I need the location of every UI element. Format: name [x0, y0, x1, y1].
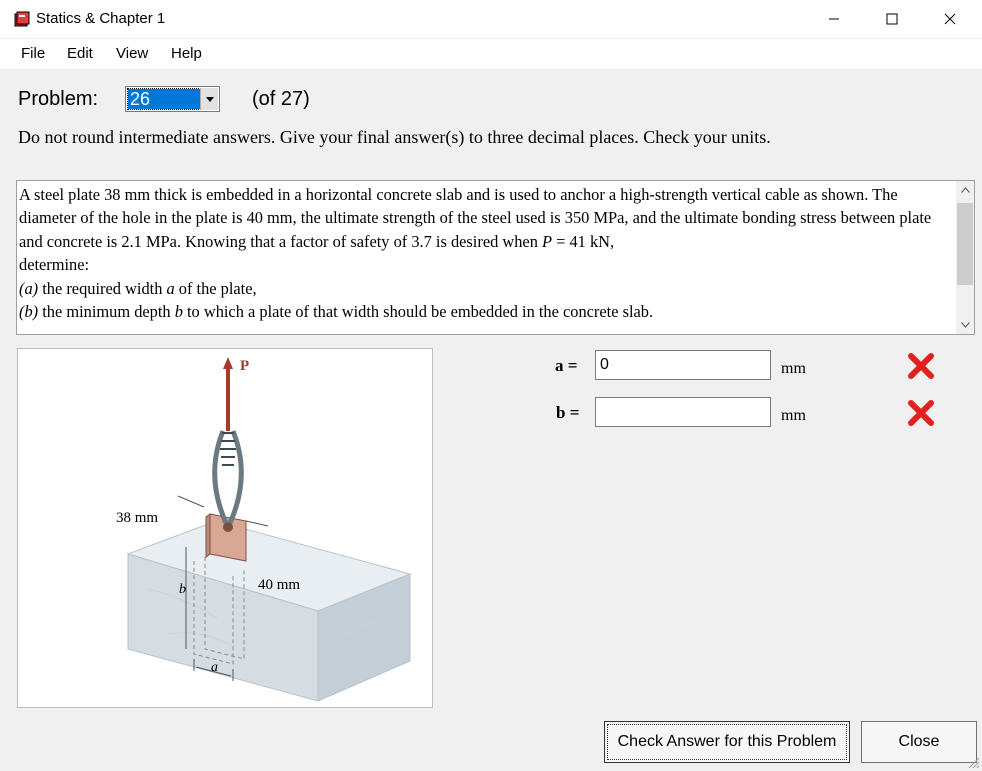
answer-a-input[interactable] — [595, 350, 771, 380]
part-b-text-end: to which a plate of that width should be embedded in the concrete slab. — [182, 302, 654, 322]
problem-label: Problem: — [18, 88, 99, 110]
problem-figure — [17, 348, 433, 708]
part-a-text-end: of the plate, — [174, 278, 257, 298]
menu-bar — [0, 39, 982, 69]
wrong-answer-icon — [906, 398, 936, 428]
part-a-label: (a) — [19, 278, 39, 298]
scroll-thumb[interactable] — [957, 203, 973, 285]
statement-determine: determine: — [19, 255, 90, 275]
menu-edit[interactable]: Edit — [67, 45, 93, 62]
part-b-text: the minimum depth — [38, 302, 175, 322]
statement-intro: A steel plate 38 mm thick is embedded in a horizontal concrete slab and is used to anchor a high-strength vertical cable as shown. The diameter of the hole in the plate is 40 mm, the ultimate strength of the steel used is 350 MPa, and the ultimate bonding stress between plate and concrete is 2.1 MPa. Knowing that a factor of safety of 3.7 is desired when — [19, 185, 932, 251]
wrong-answer-icon — [906, 351, 936, 381]
hole-diameter-label: 40 mm — [258, 577, 301, 593]
scroll-down-button[interactable] — [956, 316, 974, 334]
answer-b-unit: mm — [781, 407, 806, 424]
close-button[interactable]: Close — [861, 721, 977, 763]
depth-label: b — [179, 582, 186, 597]
part-a-text: the required width — [38, 278, 167, 298]
problem-statement-box[interactable] — [16, 180, 975, 335]
part-a-var: a — [166, 278, 175, 298]
resize-grip-icon[interactable] — [966, 755, 980, 769]
maximize-button[interactable] — [864, 0, 920, 38]
close-icon — [944, 13, 956, 25]
thickness-label: 38 mm — [116, 510, 159, 526]
problem-select[interactable] — [125, 86, 220, 112]
scroll-down-icon — [961, 322, 970, 328]
window-title: Statics & Chapter 1 — [36, 10, 166, 27]
app-icon — [14, 11, 30, 27]
answer-b-input[interactable] — [595, 397, 771, 427]
problem-count: (of 27) — [252, 88, 310, 110]
scroll-up-button[interactable] — [956, 181, 974, 199]
part-b-var: b — [174, 302, 183, 322]
title-bar — [0, 0, 982, 38]
check-answer-button[interactable]: Check Answer for this Problem — [604, 721, 850, 763]
instructions: Do not round intermediate answers. Give your final answer(s) to three decimal places. Check your units. — [18, 127, 771, 147]
scrollbar[interactable] — [956, 181, 974, 334]
minimize-button[interactable] — [806, 0, 862, 38]
dropdown-button[interactable] — [200, 88, 218, 110]
problem-number: 26 — [128, 89, 200, 109]
close-window-button[interactable] — [922, 0, 978, 38]
problem-statement — [19, 183, 951, 323]
menu-help[interactable]: Help — [171, 45, 202, 62]
load-symbol: P — [542, 231, 553, 251]
load-value: = 41 kN, — [556, 231, 615, 251]
dropdown-arrow-icon — [206, 97, 214, 102]
scroll-up-icon — [961, 187, 970, 193]
part-b-label: (b) — [19, 302, 39, 322]
width-label: a — [211, 660, 218, 675]
load-label: P — [240, 358, 250, 374]
maximize-icon — [886, 13, 898, 25]
figure-drawing — [18, 349, 432, 707]
minimize-icon — [828, 13, 840, 25]
menu-view[interactable]: View — [116, 45, 149, 62]
answer-a-unit: mm — [781, 360, 806, 377]
menu-file[interactable]: File — [21, 45, 46, 62]
answer-a-label: a = — [555, 356, 578, 375]
answer-b-label: b = — [556, 403, 580, 422]
